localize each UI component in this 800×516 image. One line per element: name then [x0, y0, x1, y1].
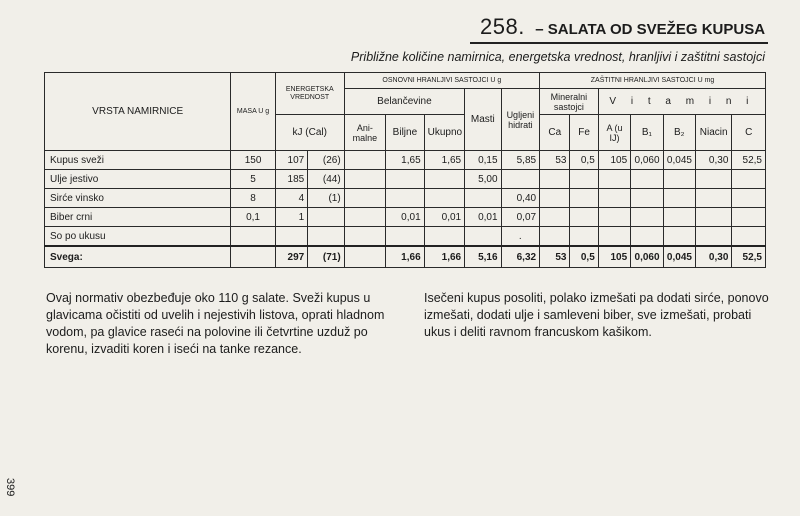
- cell-mass: 150: [231, 151, 276, 170]
- col-b2-header: B₂: [663, 115, 695, 151]
- cell-fats: 5,16: [465, 246, 501, 268]
- cell-kj: 297: [275, 246, 307, 268]
- cell-b1: 0,060: [631, 151, 663, 170]
- cell-kcal: (44): [308, 170, 344, 189]
- cell-mass: 5: [231, 170, 276, 189]
- cell-total: 1,65: [424, 151, 464, 170]
- nutrition-table: [44, 72, 766, 268]
- col-carbs-header: Ugljeni hidrati: [501, 89, 540, 151]
- cell-kj: [275, 227, 307, 247]
- cell-ca: [540, 227, 570, 247]
- cell-name: Sirće vinsko: [45, 189, 231, 208]
- cell-animal: [344, 151, 386, 170]
- cell-name: Biber crni: [45, 208, 231, 227]
- cell-fe: 0,5: [570, 246, 598, 268]
- cell-animal: [344, 227, 386, 247]
- cell-niacin: 0,30: [695, 151, 731, 170]
- cell-niacin: [695, 208, 731, 227]
- cell-plant: 0,01: [386, 208, 424, 227]
- cell-fats: 0,01: [465, 208, 501, 227]
- cell-name: Kupus sveži: [45, 151, 231, 170]
- cell-fats: [465, 227, 501, 247]
- cell-animal: [344, 170, 386, 189]
- cell-a: 105: [598, 151, 630, 170]
- cell-kj: 185: [275, 170, 307, 189]
- cell-kj: 107: [275, 151, 307, 170]
- cell-niacin: [695, 170, 731, 189]
- cell-kcal: [308, 227, 344, 247]
- cell-a: [598, 170, 630, 189]
- cell-total: [424, 227, 464, 247]
- col-ca-header: Ca: [540, 115, 570, 151]
- cell-niacin: [695, 227, 731, 247]
- cell-c: 52,5: [732, 246, 766, 268]
- cell-b2: 0,045: [663, 151, 695, 170]
- cell-b1: 0,060: [631, 246, 663, 268]
- cell-b2: 0,045: [663, 246, 695, 268]
- cell-carbs: .: [501, 227, 540, 247]
- cell-b2: [663, 227, 695, 247]
- col-plant-header: Biljne: [386, 115, 424, 151]
- cell-ca: 53: [540, 246, 570, 268]
- col-kj-cal-header: kJ (Cal): [275, 115, 344, 151]
- cell-niacin: [695, 189, 731, 208]
- table-row: [45, 227, 766, 247]
- cell-b1: [631, 189, 663, 208]
- cell-plant: [386, 227, 424, 247]
- col-proteins-header: Belančevine: [344, 89, 464, 115]
- cell-plant: 1,66: [386, 246, 424, 268]
- cell-fats: 0,15: [465, 151, 501, 170]
- cell-kcal: (1): [308, 189, 344, 208]
- group-basic-header: OSNOVNI HRANLJIVI SASTOJCI U g: [344, 73, 539, 89]
- col-fats-header: Masti: [465, 89, 501, 151]
- table-row: [45, 208, 766, 227]
- cell-mass: 8: [231, 189, 276, 208]
- recipe-number: 258.: [480, 14, 525, 39]
- cell-a: [598, 208, 630, 227]
- cell-fe: [570, 208, 598, 227]
- cell-kcal: (26): [308, 151, 344, 170]
- preparation-text-right: Isečeni kupus posoliti, polako izmešati pa dodati sirće, ponovo izmešati, dodati ulje i samleveni biber, sve izmešati, probati ukus i deliti ravnom francuskom kašikom.: [424, 291, 769, 339]
- cell-fe: [570, 170, 598, 189]
- col-total-header: Ukupno: [424, 115, 464, 151]
- cell-fe: [570, 227, 598, 247]
- recipe-name: – SALATA OD SVEŽEG KUPUSA: [535, 21, 766, 38]
- table-row: [45, 170, 766, 189]
- cell-plant: [386, 170, 424, 189]
- cell-c: 52,5: [732, 151, 766, 170]
- cell-total: [424, 170, 464, 189]
- cell-name: Ulje jestivo: [45, 170, 231, 189]
- cell-c: [732, 227, 766, 247]
- col-fe-header: Fe: [570, 115, 598, 151]
- cell-fe: [570, 189, 598, 208]
- cell-b2: [663, 170, 695, 189]
- preparation-text-left: Ovaj normativ obezbeđuje oko 110 g salate. Sveži kupus u glavicama očistiti od uvelih i nejestivih listova, oprati hladnom vodom, pa glavice raseći na polovine ili četvrtine uzduž po korenu, izvaditi koren i iseći na tanke rezance.: [46, 291, 385, 356]
- cell-a: 105: [598, 246, 630, 268]
- cell-ca: 53: [540, 151, 570, 170]
- cell-carbs: [501, 170, 540, 189]
- cell-name: Svega:: [45, 246, 231, 268]
- cell-fats: 5,00: [465, 170, 501, 189]
- recipe-title: [480, 14, 765, 40]
- cell-carbs: 0,07: [501, 208, 540, 227]
- cell-b2: [663, 189, 695, 208]
- cell-kj: 4: [275, 189, 307, 208]
- cell-kcal: (71): [308, 246, 344, 268]
- cell-a: [598, 227, 630, 247]
- cell-b1: [631, 208, 663, 227]
- col-energy-header: ENERGETSKA VREDNOST: [275, 73, 344, 115]
- col-minerals-header: Mineralni sastojci: [540, 89, 599, 115]
- cell-total: 1,66: [424, 246, 464, 268]
- cell-carbs: 6,32: [501, 246, 540, 268]
- cell-carbs: 0,40: [501, 189, 540, 208]
- cell-b1: [631, 170, 663, 189]
- cell-c: [732, 170, 766, 189]
- cell-animal: [344, 189, 386, 208]
- col-item-header: VRSTA NAMIRNICE: [45, 73, 231, 151]
- cell-mass: 0,1: [231, 208, 276, 227]
- cell-b2: [663, 208, 695, 227]
- cell-fats: [465, 189, 501, 208]
- cell-kcal: [308, 208, 344, 227]
- recipe-subtitle: Približne količine namirnica, energetska vrednost, hranljivi i zaštitni sastojci: [350, 50, 765, 64]
- cell-animal: [344, 246, 386, 268]
- cell-plant: [386, 189, 424, 208]
- cell-niacin: 0,30: [695, 246, 731, 268]
- col-b1-header: B₁: [631, 115, 663, 151]
- cell-ca: [540, 170, 570, 189]
- cell-ca: [540, 189, 570, 208]
- title-divider: [470, 42, 768, 44]
- col-vitamins-header: V i t a m i n i: [598, 89, 765, 115]
- table-row: [45, 189, 766, 208]
- table-total-row: [45, 246, 766, 268]
- col-vit-a-header: A (u IJ): [598, 115, 630, 151]
- cell-c: [732, 189, 766, 208]
- cell-total: 0,01: [424, 208, 464, 227]
- col-mass-header: MASA U g: [231, 73, 276, 151]
- cell-mass: [231, 246, 276, 268]
- cell-plant: 1,65: [386, 151, 424, 170]
- table-row: [45, 151, 766, 170]
- cell-mass: [231, 227, 276, 247]
- cell-a: [598, 189, 630, 208]
- cell-carbs: 5,85: [501, 151, 540, 170]
- cell-c: [732, 208, 766, 227]
- cell-ca: [540, 208, 570, 227]
- group-protective-header: ZAŠTITNI HRANLJIVI SASTOJCI U mg: [540, 73, 766, 89]
- col-c-header: C: [732, 115, 766, 151]
- cell-b1: [631, 227, 663, 247]
- cell-total: [424, 189, 464, 208]
- col-niacin-header: Niacin: [695, 115, 731, 151]
- cell-animal: [344, 208, 386, 227]
- cell-name: So po ukusu: [45, 227, 231, 247]
- cell-fe: 0,5: [570, 151, 598, 170]
- col-animal-header: Ani- malne: [344, 115, 386, 151]
- cell-kj: 1: [275, 208, 307, 227]
- page-number: 399: [4, 478, 16, 497]
